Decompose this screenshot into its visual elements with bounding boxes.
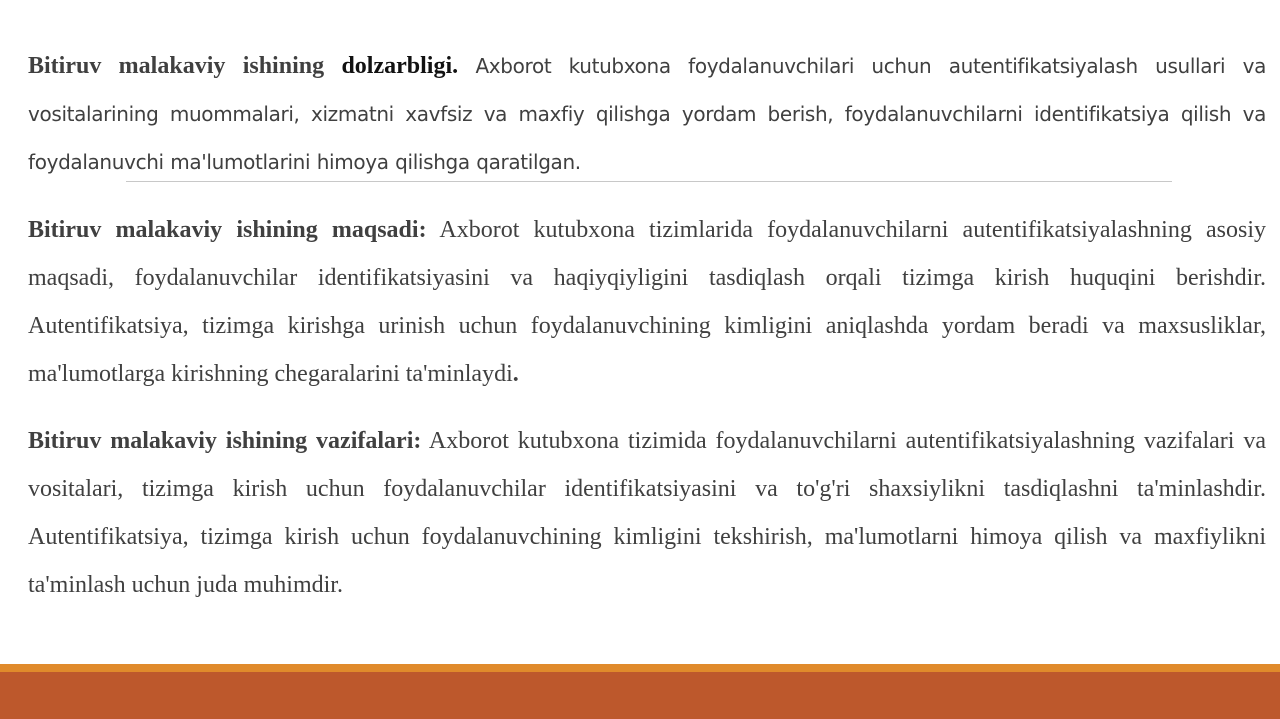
relevance-heading-prefix: Bitiruv malakaviy ishining: [28, 53, 342, 79]
footer-bar: [0, 672, 1280, 719]
footer-accent-bar: [0, 664, 1280, 672]
tasks-paragraph: [28, 417, 1266, 609]
slide-content: [28, 42, 1266, 609]
tasks-text: Axborot kutubxona tizimida foydalanuvchilarni autentifikatsiyalashning vazifalari va vositalari, tizimga kirish uchun foydalanuvchilar identifikatsiyasini va to'g'ri shaxsiylikni tasdiqlashni ta'minlashdir. Autentifikatsiya, tizimga kirish uchun foydalanuvchining kimligini tekshirish, ma'lumotlarni himoya qilish va maxfiylikni ta'minlash uchun juda muhimdir.: [28, 428, 1266, 598]
goal-text: Axborot kutubxona tizimlarida foydalanuvchilarni autentifikatsiyalashning asosiy maqsadi, foydalanuvchilar identifikatsiyasini va haqiyqiyligini tasdiqlash orqali tizimga kirish huquqini berishdir. Autentifikatsiya, tizimga kirishga urinish uchun foydalanuvchining kimligini aniqlashda yordam beradi va maxsusliklar, ma'lumotlarga kirishning chegaralarini ta'minlaydi: [28, 217, 1266, 387]
relevance-paragraph: [28, 42, 1266, 186]
relevance-heading-keyword: dolzarbligi.: [341, 53, 459, 79]
relevance-heading: [28, 53, 458, 79]
goal-text-end: .: [512, 361, 519, 387]
divider-line: [126, 181, 1172, 182]
tasks-heading: Bitiruv malakaviy ishining vazifalari:: [28, 428, 422, 454]
goal-heading: Bitiruv malakaviy ishining maqsadi:: [28, 217, 427, 243]
relevance-text: Axborot kutubxona foydalanuvchilari uchun autentifikatsiyalash usullari va vositalarining muommalari, xizmatni xavfsiz va maxfiy qilishga yordam berish, foydalanuvchilarni identifikatsiya qilish va foydalanuvchi ma'lumotlarini himoya qilishga qaratilgan.: [28, 54, 1266, 174]
goal-paragraph: [28, 206, 1266, 398]
